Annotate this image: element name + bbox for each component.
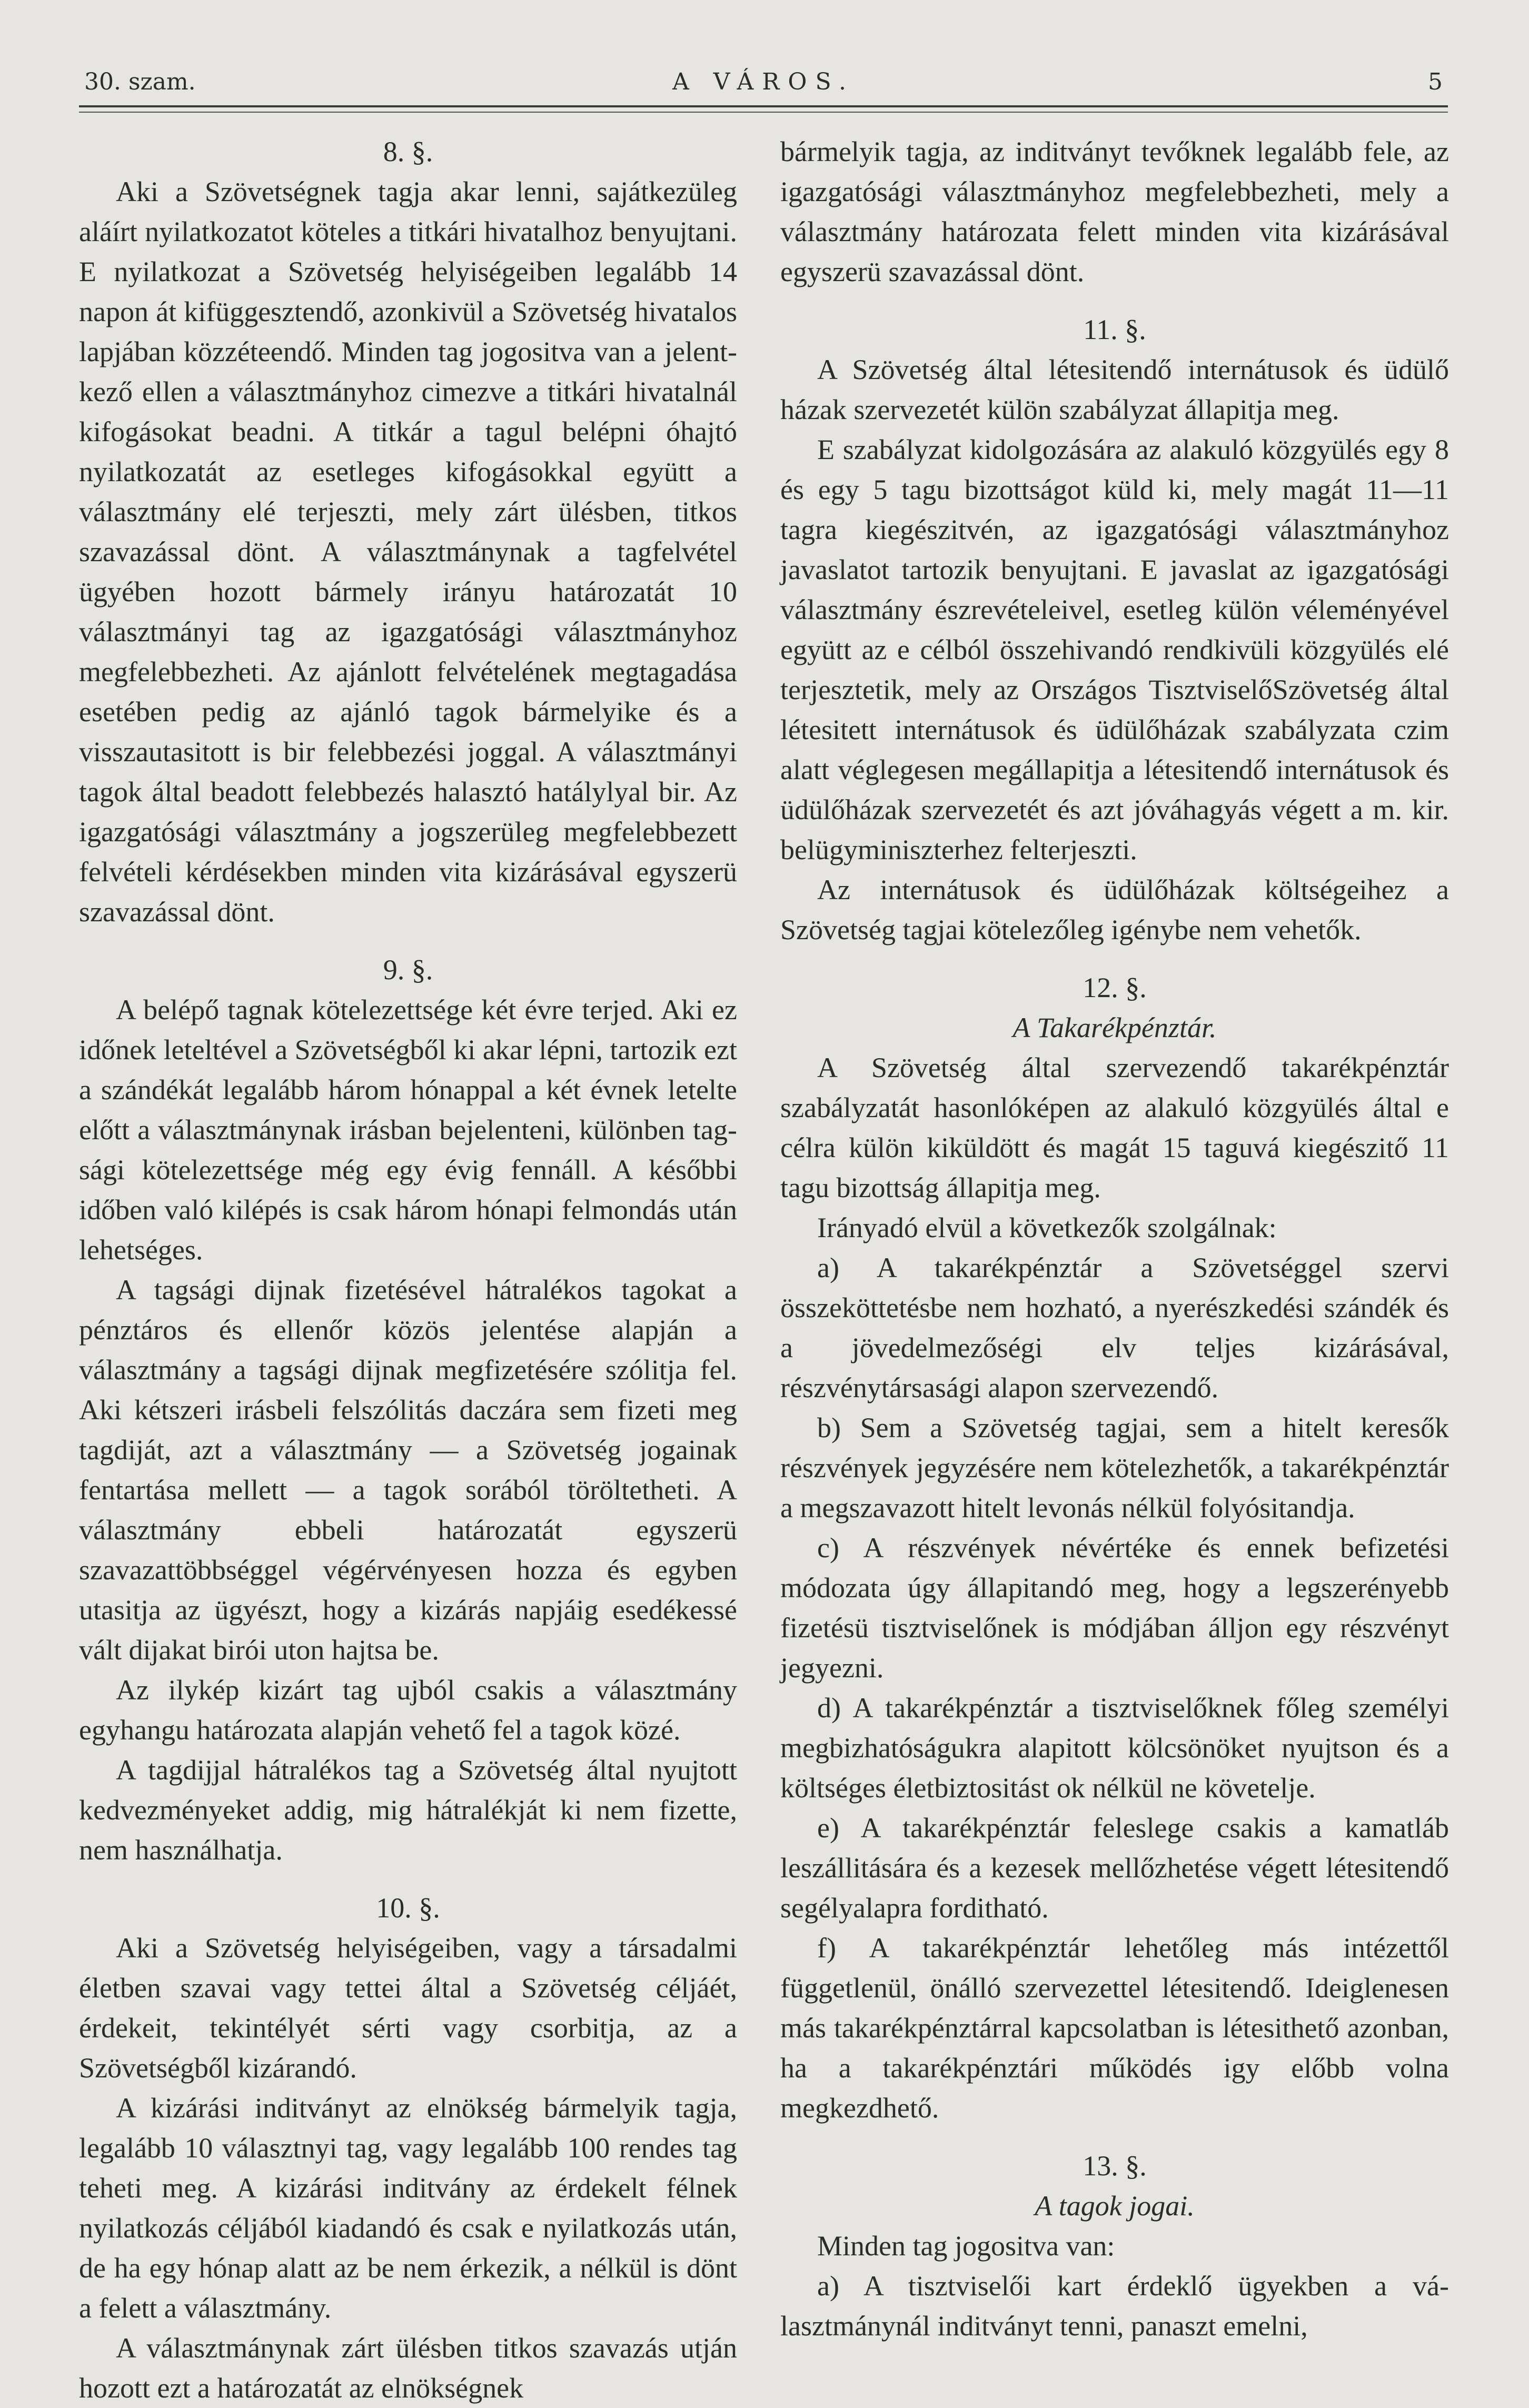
paragraph: A választmánynak zárt ülésben titkos szavazás utján hozott ezt a határozatát az elnökségnek [79,2332,737,2404]
issue-number: 30. szam. [84,68,196,95]
paragraph: Minden tag jogositva van: [817,2230,1115,2262]
section-title: A tagok jogai. [1035,2190,1195,2222]
paragraph: bármelyik tagja, az inditványt tevőknek legalább fele, az igazgatósági választmányhoz megfelebbezheti, mely a választmány határozata felett minden vita kizárásával egyszerü szavazással dönt. [780,136,1449,287]
section-heading: 12. §. [1083,972,1147,1003]
paragraph: A Szövetség által szervezendő takarékpénztár szabályzatát hasonlóképen az alakuló közgyülés által e célra külön kiküldött és magát 15 taguvá kiegészitő 11 tagu bizottság állapitja meg. [780,1052,1449,1203]
paragraph: E szabályzat kidolgozására az alakuló közgyülés egy 8 és egy 5 tagu bizottságot küld ki, mely magát 11—11 tagra kiegészitvén, az igazgatósági választmányhoz javaslatot tartozik benyujtani. E javaslat az igazgatósági választmány észrevételeivel, esetleg külön véleményével együtt az e célból összehivandó rendkivüli közgyülés elé terjesztetik, mely az Országos TisztviselőSzövetség által létesitett internátusok és üdülőházak szabályzata czim alatt véglegesen megállapitja a létesitendő internátusok és üdülőházak szervezetét és azt jóváhagyás végett a m. kir. belügyminiszterhez felterjeszti. [780,434,1449,865]
section-heading: 9. §. [383,954,433,986]
paragraph: e) A takarékpénztár feleslege csakis a kamatláb leszállitására és a kezesek mellőzhetése végett létesitendő segélyalapra forditható. [780,1812,1449,1924]
page-number: 5 [1428,68,1443,95]
section-title: A Takarékpénztár. [1012,1012,1217,1043]
paragraph: A Szövetség által létesitendő internátusok és üdülő házak szervezetét külön szabályzat állapitja meg. [780,354,1449,425]
paragraph: A belépő tagnak kötelezettsége két évre terjed. Aki ez időnek leteltével a Szövetségből ki akar lépni, tartozik ezt a szándékát legalább három hónappal a két évnek letelte előtt a választmánynak irásban bejelenteni, különben tagsági kötelezettsége még egy évig fennáll. A későbbi időben való kilépés is csak három hónapi felmondás után lehetséges. [79,994,737,1266]
paragraph: d) A takarékpénztár a tisztviselőknek főleg személyi megbizhatóságukra alapitott kölcsönöket nyujtson és a költséges életbiztositást ok nélkül ne követelje. [780,1692,1449,1804]
section-heading: 8. §. [383,136,433,167]
paragraph: A tagsági dijnak fizetésével hátralékos tagokat a pénztáros és ellenőr közös jelentése alapján a választmány a tagsági dijnak megfizetésére szólitja fel. Aki kétszeri irásbeli felszólitás daczára sem fizeti meg tagdiját, azt a választmány — a Szövetség jogainak fentartása mellett — a tagok sorából töröltetheti. A választmány ebbeli határozatát egyszerü szavazattöbbséggel végérvényesen hozza és egyben utasitja az ügyészt, hogy a kizárás napjáig esedékessé vált dijakat birói uton hajtsa be. [79,1274,737,1666]
section-heading: 10. §. [376,1892,440,1924]
paragraph: Aki a Szövetség helyiségeiben, vagy a társadalmi életben szavai vagy tettei által a Szövetség céljáét, érdekeit, tekintélyét sérti vagy csorbitja, az a Szövetségből kizárandó. [79,1932,737,2084]
paragraph: Irányadó elvül a következők szolgálnak: [817,1212,1277,1243]
paragraph: f) A takarékpénztár lehetőleg más intézettől függetlenül, önálló szervezettel létesitendő. Ideiglenesen más takarékpénztárral kapcsolatban is létesithető azonban, ha a takarékpénztári működés igy előbb volna megkezdhető. [780,1932,1449,2124]
left-column [79,132,737,2408]
right-column [780,132,1449,2346]
paragraph: c) A részvények névértéke és ennek befizetési módozata úgy állapitandó meg, hogy a legszerényebb fizetésü tisztviselőnek is módjában álljon egy részvényt jegyezni. [780,1532,1449,1684]
page-header [84,68,1443,100]
paragraph: b) Sem a Szövetség tagjai, sem a hitelt keresők részvények jegyzésére nem kötelezhetők, a takarékpénztár a megszavazott hitelt levonás nélkül folyósitandja. [780,1412,1449,1524]
section-heading: 13. §. [1083,2150,1147,2182]
header-rule [79,105,1448,107]
section-heading: 11. §. [1083,314,1146,345]
paragraph: Az ilykép kizárt tag ujból csakis a választmány egyhangu határozata alapján vehető fel a tagok közé. [79,1674,737,1746]
paragraph: Az internátusok és üdülőházak költségeihez a Szövetség tagjai kötelezőleg igénybe nem vehetők. [780,874,1449,946]
journal-title: A VÁROS. [672,68,855,95]
paragraph: a) A tisztviselői kart érdeklő ügyekben a választmánynál inditványt tenni, panaszt emelni, [780,2270,1449,2342]
header-rule-thin [79,112,1448,113]
paragraph: A tagdijjal hátralékos tag a Szövetség által nyujtott kedvezményeket addig, mig hátralékját ki nem fizette, nem használhatja. [79,1754,737,1866]
paragraph: A kizárási inditványt az elnökség bármelyik tagja, legalább 10 választnyi tag, vagy legalább 100 rendes tag teheti meg. A kizárási inditvány az érdekelt félnek nyilatkozás céljából kiadandó és csak e nyilatkozás után, de ha egy hónap alatt az be nem érkezik, a nélkül is dönt a felett a választmány. [79,2092,737,2324]
paragraph: Aki a Szövetségnek tagja akar lenni, sajátkezüleg aláírt nyilatkozatot köteles a titkári hivatalhoz benyujtani. E nyilatkozat a Szövetség helyiségeiben legalább 14 napon át kifüggesztendő, azonkivül a Szövetség hivatalos lapjában közzéteendő. Minden tag jogositva van a jelentkező ellen a választmányhoz cimezve a titkári hivatalnál kifogásokat beadni. A titkár a tagul belépni óhajtó nyilatkozatát az esetleges kifogásokkal együtt a választmány elé terjeszti, mely zárt ülésben, titkos szavazással dönt. A választmánynak a tagfelvétel ügyében hozott bármely irányu határozatát 10 választmányi tag az igazgatósági választmányhoz megfelebbezheti. Az ajánlott felvételének megtagadása esetében pedig az ajánló tagok bármelyike és a visszautasitott is bir felebbezési joggal. A választmányi tagok által beadott felebbezés halasztó hatálylyal bir. Az igazgatósági választmány a jogszerüleg megfelebbezett felvételi kérdésekben minden vita kizárásával egyszerü szavazással dönt. [79,176,737,928]
paragraph: a) A takarékpénztár a Szövetséggel szervi összeköttetésbe nem hozható, a nyerészkedési szándék és a jövedelmezőségi elv teljes kizárásával, részvénytársasági alapon szervezendő. [780,1252,1449,1404]
